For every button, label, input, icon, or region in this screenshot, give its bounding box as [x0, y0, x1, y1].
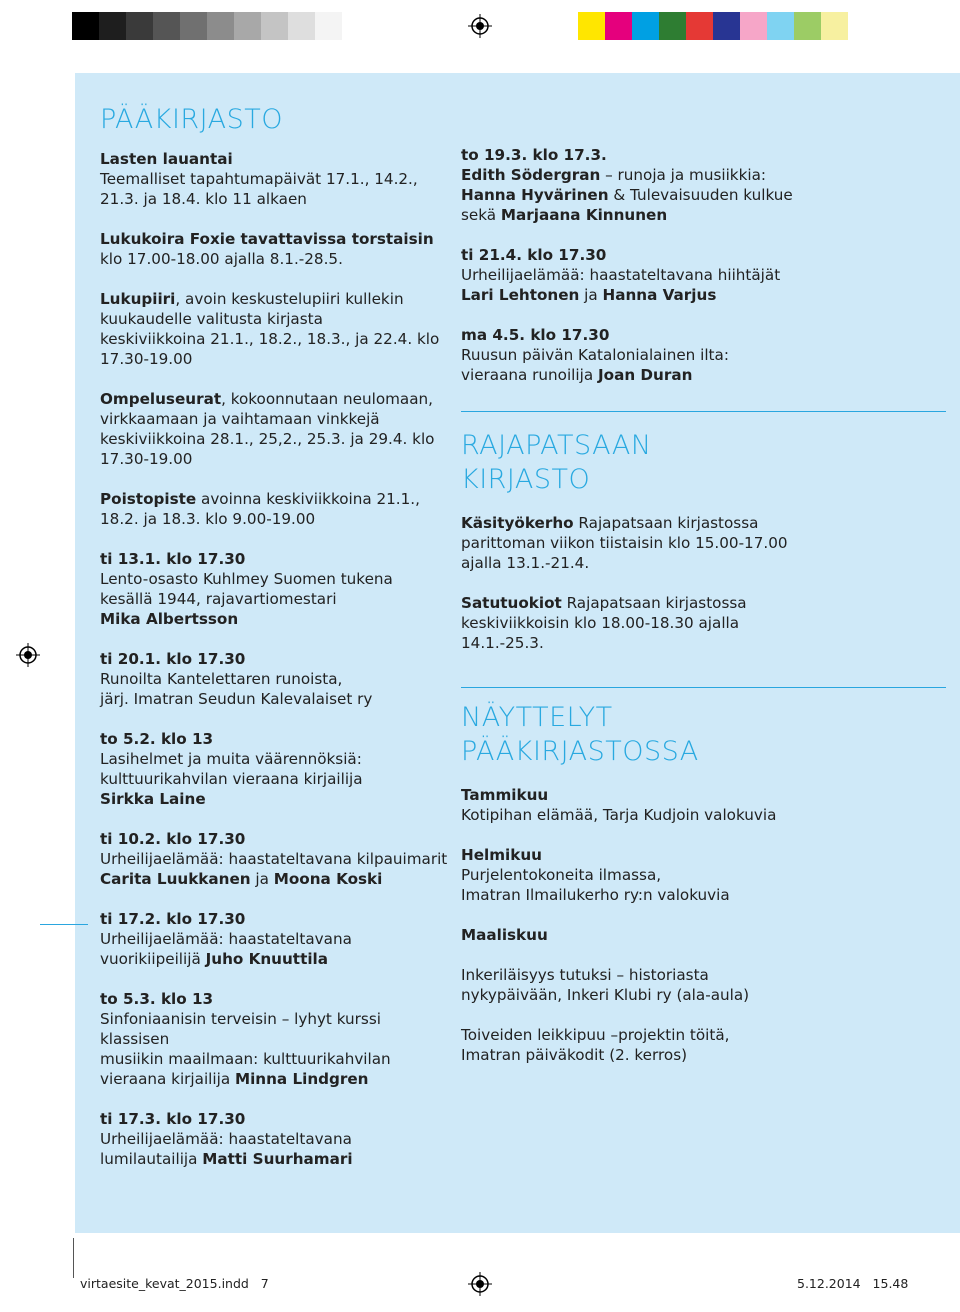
event-text: 21.3. ja 18.4. klo 11 alkaen	[100, 190, 307, 208]
event-text: Runoilta Kantelettaren runoista,	[100, 670, 343, 688]
event-text: 18.2. ja 18.3. klo 9.00-19.00	[100, 510, 316, 528]
event-text: parittoman viikon tiistaisin klo 15.00-17.00	[461, 534, 788, 552]
event-title: Satutuokiot	[461, 594, 562, 612]
performer-name: Sirkka Laine	[100, 790, 206, 808]
event-text: Urheilijaelämää: haastateltavana hiihtäjät	[461, 266, 781, 284]
event-ompeluseurat	[100, 389, 455, 469]
event-title: Ompeluseurat	[100, 390, 222, 408]
swatch-magenta	[605, 12, 632, 40]
event-text: 14.1.-25.3.	[461, 634, 544, 652]
event-title: Lukupiiri	[100, 290, 176, 308]
registration-mark-left-icon	[16, 643, 40, 667]
event-text: Lento-osasto Kuhlmey Suomen tukena	[100, 570, 393, 588]
event-lasten-lauantai	[100, 149, 455, 209]
footer-filename	[80, 1276, 269, 1291]
event-lukukoira	[100, 229, 455, 269]
event-text: Imatran Ilmailukerho ry:n valokuvia	[461, 886, 730, 904]
event-text: & Tulevaisuuden kulkue	[608, 186, 793, 204]
event-date: to 5.3. klo 13	[100, 990, 214, 1008]
event-text: avoinna keskiviikkoina 21.1.,	[196, 490, 420, 508]
event-text: keskiviikkoina 21.1., 18.2., 18.3., ja 22.4. klo	[100, 330, 440, 348]
heading-kirjasto: KIRJASTO	[461, 464, 591, 495]
exhibit-helmikuu	[461, 845, 901, 905]
event-text: Sinfoniaanisin terveisin – lyhyt kurssi klassisen	[100, 1010, 381, 1048]
exhibit-month: Maaliskuu	[461, 926, 548, 944]
footer-page: 7	[260, 1276, 269, 1291]
footer-timestamp	[797, 1276, 908, 1291]
heading-paakirjasto: PÄÄKIRJASTO	[100, 104, 284, 135]
event-17-3	[100, 1109, 455, 1169]
event-text: kulttuurikahvilan vieraana kirjailija	[100, 770, 363, 788]
heading-nayttelyt: NÄYTTELYT	[461, 702, 613, 733]
performer-name: Joan Duran	[597, 366, 693, 384]
performer-name: Carita Luukkanen	[100, 870, 251, 888]
event-text: kesällä 1944, rajavartiomestari	[100, 590, 337, 608]
page-panel	[75, 73, 960, 1233]
swatch-light-green	[794, 12, 821, 40]
event-text: musiikin maailmaan: kulttuurikahvilan	[100, 1050, 391, 1068]
swatch-gray-7	[261, 12, 288, 40]
swatch-gray-6	[234, 12, 261, 40]
event-13-1	[100, 549, 455, 629]
event-title: Poistopiste	[100, 490, 197, 508]
event-text: 17.30-19.00	[100, 350, 193, 368]
section-divider	[461, 687, 946, 688]
swatch-gray-8	[288, 12, 315, 40]
event-date: ti 17.3. klo 17.30	[100, 1110, 246, 1128]
swatch-red	[686, 12, 713, 40]
swatch-blue	[713, 12, 740, 40]
event-text: keskiviikkoisin klo 18.00-18.30 ajalla	[461, 614, 740, 632]
event-text: Rajapatsaan kirjastossa	[561, 594, 747, 612]
color-bar	[578, 12, 848, 40]
registration-mark-bottom-icon	[468, 1272, 492, 1296]
exhibit-inkeri	[461, 965, 901, 1005]
event-date: ti 13.1. klo 17.30	[100, 550, 246, 568]
swatch-cyan	[632, 12, 659, 40]
heading-rajapatsaan: RAJAPATSAAN	[461, 430, 652, 461]
event-date: to 19.3. klo 17.3.	[461, 146, 607, 164]
footer-time: 15.48	[872, 1276, 909, 1291]
event-19-3	[461, 145, 901, 225]
swatch-pink	[740, 12, 767, 40]
swatch-gray-2	[126, 12, 153, 40]
event-5-2	[100, 729, 455, 809]
event-text: Rajapatsaan kirjastossa	[573, 514, 759, 532]
swatch-light-cyan	[767, 12, 794, 40]
event-text: Inkeriläisyys tutuksi – historiasta	[461, 966, 709, 984]
event-text: kuukaudelle valitusta kirjasta	[100, 310, 323, 328]
performer-name: Hanna Hyvärinen	[461, 186, 609, 204]
event-text: virkkaamaan ja vaihtamaan vinkkejä	[100, 410, 380, 428]
swatch-gray-9	[315, 12, 342, 40]
event-20-1	[100, 649, 455, 709]
event-text: Urheilijaelämää: haastateltavana	[100, 1130, 352, 1148]
event-lukupiiri	[100, 289, 455, 369]
event-4-5	[461, 325, 901, 385]
grayscale-bar	[72, 12, 342, 40]
event-21-4	[461, 245, 901, 305]
event-17-2	[100, 909, 455, 969]
event-text: , avoin keskustelupiiri kullekin	[175, 290, 404, 308]
event-text: klo 17.00-18.00 ajalla 8.1.-28.5.	[100, 250, 343, 268]
event-10-2	[100, 829, 455, 889]
footer-date: 5.12.2014	[797, 1276, 861, 1291]
crop-mark-bottom-left	[73, 1238, 74, 1278]
event-satutuokiot	[461, 593, 901, 653]
event-text: nykypäivään, Inkeri Klubi ry (ala-aula)	[461, 986, 750, 1004]
swatch-gray-3	[153, 12, 180, 40]
registration-mark-top-icon	[468, 14, 492, 38]
event-text: ajalla 13.1.-21.4.	[461, 554, 590, 572]
event-date: ti 17.2. klo 17.30	[100, 910, 246, 928]
performer-name: Marjaana Kinnunen	[500, 206, 668, 224]
event-text: vieraana runoilija	[461, 366, 598, 384]
event-text: Imatran päiväkodit (2. kerros)	[461, 1046, 688, 1064]
exhibit-tammikuu	[461, 785, 901, 825]
swatch-green	[659, 12, 686, 40]
exhibit-leikkipuu	[461, 1025, 901, 1065]
event-text: ja	[250, 870, 274, 888]
heading-paakirjastossa: PÄÄKIRJASTOSSA	[461, 736, 699, 767]
section-divider	[461, 411, 946, 412]
event-text: lumilautailija	[100, 1150, 203, 1168]
event-date: ma 4.5. klo 17.30	[461, 326, 610, 344]
event-text: Toiveiden leikkipuu –projektin töitä,	[461, 1026, 730, 1044]
event-text: keskiviikkoina 28.1., 25,2., 25.3. ja 29.4. klo	[100, 430, 435, 448]
performer-name: Lari Lehtonen	[461, 286, 580, 304]
event-kasityokerho	[461, 513, 901, 573]
event-text: Kotipihan elämää, Tarja Kudjoin valokuvia	[461, 806, 777, 824]
event-title: Lasten lauantai	[100, 150, 233, 168]
performer-name: Mika Albertsson	[100, 610, 239, 628]
performer-name: Moona Koski	[273, 870, 383, 888]
performer-name: Edith Södergran	[461, 166, 601, 184]
event-text: – runoja ja musiikkia:	[600, 166, 767, 184]
exhibit-month: Helmikuu	[461, 846, 542, 864]
event-text: Urheilijaelämää: haastateltavana	[100, 930, 352, 948]
performer-name: Hanna Varjus	[602, 286, 717, 304]
swatch-yellow	[578, 12, 605, 40]
event-text: Urheilijaelämää: haastateltavana kilpauimarit	[100, 850, 448, 868]
right-column	[461, 73, 901, 1065]
event-date: to 5.2. klo 13	[100, 730, 214, 748]
event-poistopiste	[100, 489, 455, 529]
event-text: ja	[579, 286, 603, 304]
event-date: ti 20.1. klo 17.30	[100, 650, 246, 668]
exhibit-month: Tammikuu	[461, 786, 549, 804]
event-text: vieraana kirjailija	[100, 1070, 235, 1088]
swatch-black	[72, 12, 99, 40]
performer-name: Matti Suurhamari	[202, 1150, 353, 1168]
event-text: Ruusun päivän Katalonialainen ilta:	[461, 346, 729, 364]
event-title: Käsityökerho	[461, 514, 574, 532]
footer-file: virtaesite_kevat_2015.indd	[80, 1276, 249, 1291]
performer-name: Minna Lindgren	[234, 1070, 369, 1088]
event-text: sekä	[461, 206, 501, 224]
event-text: Teemalliset tapahtumapäivät 17.1., 14.2.,	[100, 170, 418, 188]
performer-name: Juho Knuuttila	[205, 950, 328, 968]
fold-mark	[40, 924, 88, 925]
swatch-gray-5	[207, 12, 234, 40]
event-title: Lukukoira Foxie tavattavissa torstaisin	[100, 230, 434, 248]
swatch-gray-4	[180, 12, 207, 40]
event-text: Lasihelmet ja muita väärennöksiä:	[100, 750, 362, 768]
swatch-light-yellow	[821, 12, 848, 40]
left-column	[100, 73, 455, 1169]
event-text: , kokoonnutaan neulomaan,	[221, 390, 433, 408]
event-5-3	[100, 989, 455, 1089]
event-text: vuorikiipeilijä	[100, 950, 206, 968]
exhibit-maaliskuu	[461, 925, 901, 945]
event-text: 17.30-19.00	[100, 450, 193, 468]
event-date: ti 21.4. klo 17.30	[461, 246, 607, 264]
event-date: ti 10.2. klo 17.30	[100, 830, 246, 848]
swatch-gray-1	[99, 12, 126, 40]
event-text: Purjelentokoneita ilmassa,	[461, 866, 662, 884]
event-text: järj. Imatran Seudun Kalevalaiset ry	[100, 690, 373, 708]
